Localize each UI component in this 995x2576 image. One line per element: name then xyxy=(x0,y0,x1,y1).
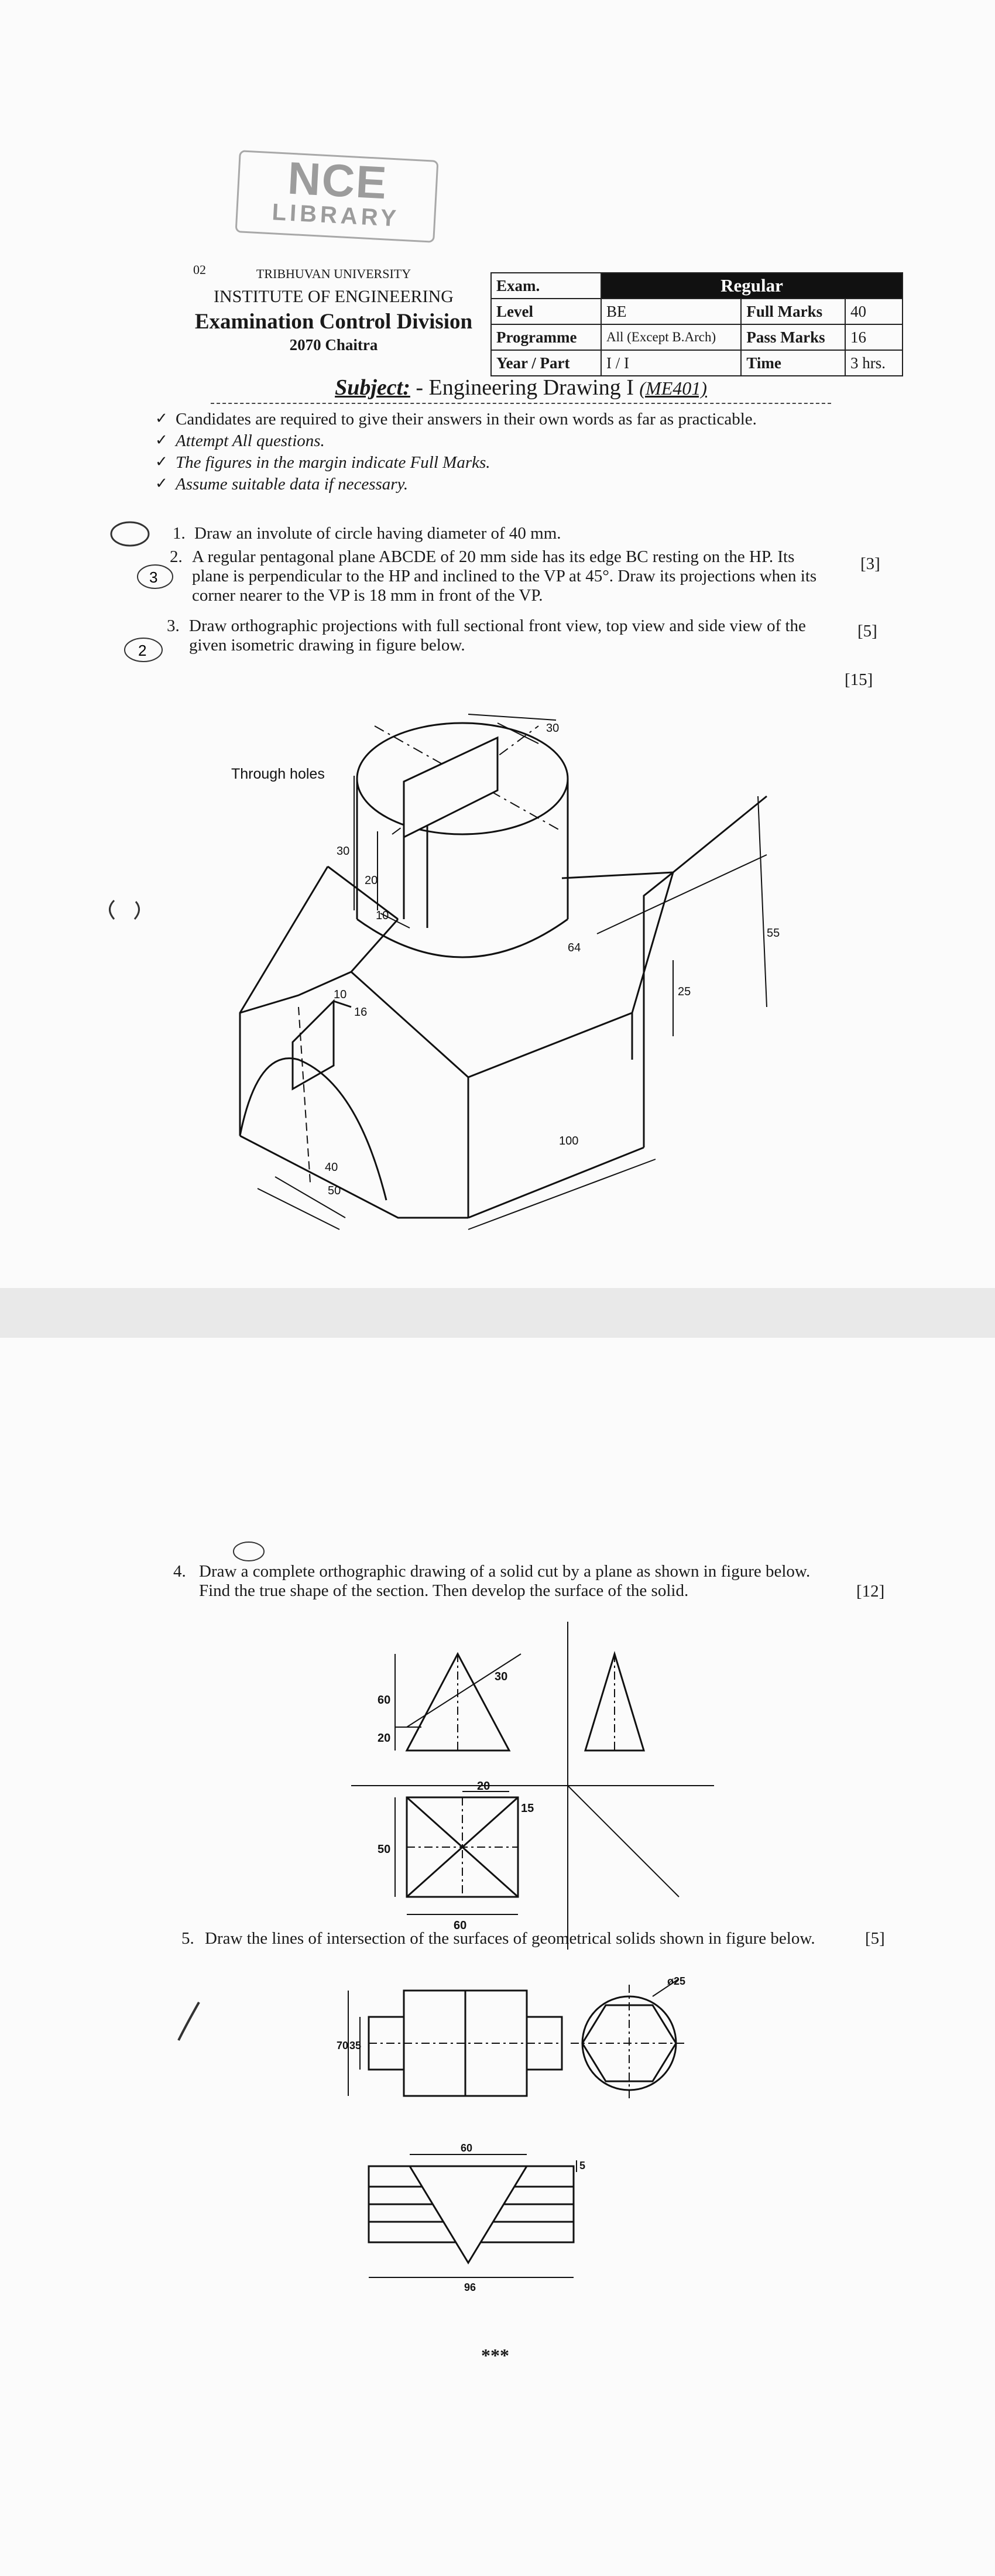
dim-label: 10 xyxy=(376,909,389,922)
front-view-cylinders xyxy=(348,1991,562,2096)
question-3-marks: [15] xyxy=(845,670,873,689)
dim-label: 30 xyxy=(337,845,350,858)
through-holes-note: Through holes xyxy=(231,766,325,782)
dim-label: 20 xyxy=(378,1732,391,1745)
level-label: Level xyxy=(491,299,601,324)
question-1-number: 1. xyxy=(173,524,186,543)
front-view xyxy=(395,1654,521,1751)
time-value: 3 hrs. xyxy=(845,350,903,376)
dim-label: 96 xyxy=(464,2282,476,2293)
bottom-view-triangle xyxy=(369,2154,577,2277)
full-marks-value: 40 xyxy=(845,299,903,324)
dim-label: 60 xyxy=(378,1694,391,1707)
side-view-hexagon xyxy=(571,1979,688,2102)
institute-name: INSTITUTE OF ENGINEERING xyxy=(214,287,454,306)
dim-label: 50 xyxy=(328,1184,341,1197)
exam-label: Exam. xyxy=(491,273,601,299)
intersection-figure xyxy=(337,1973,699,2301)
instruction-text: Attempt All questions. xyxy=(176,431,325,450)
instruction-text: The figures in the margin indicate Full Marks. xyxy=(176,453,490,472)
end-of-paper-mark: *** xyxy=(481,2345,509,2366)
dim-label: 20 xyxy=(365,874,378,887)
check-icon: ✓ xyxy=(155,475,168,492)
division-name: Examination Control Division xyxy=(194,310,473,334)
pass-marks-label: Pass Marks xyxy=(741,324,845,350)
dim-label: 64 xyxy=(568,941,581,954)
dim-label: 100 xyxy=(559,1135,579,1147)
dimension-labels xyxy=(325,722,780,1197)
university-name: TRIBHUVAN UNIVERSITY xyxy=(256,266,411,281)
full-marks-label: Full Marks xyxy=(741,299,845,324)
question-page-2 xyxy=(0,1338,995,2576)
question-3-number: 3. xyxy=(167,616,180,635)
handwritten-number: 2 xyxy=(138,642,147,659)
question-4-number: 4. xyxy=(173,1562,186,1581)
side-view xyxy=(585,1654,644,1751)
dim-label: 40 xyxy=(325,1161,338,1174)
handwritten-number: 3 xyxy=(149,568,158,586)
question-5-text: Draw the lines of intersection of the surfaces of geometrical solids shown in figure below. xyxy=(205,1929,815,1948)
programme-label: Programme xyxy=(491,324,601,350)
pyramid-section-figure xyxy=(351,1622,714,1950)
isometric-figure xyxy=(222,703,808,1265)
time-label: Time xyxy=(741,350,845,376)
check-icon: ✓ xyxy=(155,431,168,449)
subject-prefix: Subject: xyxy=(335,375,410,400)
stamp-text-main: NCE xyxy=(286,152,389,209)
dim-label: 25 xyxy=(678,985,691,998)
year-part-label: Year / Part xyxy=(491,350,601,376)
question-1-text: Draw an involute of circle having diameter of 40 mm. xyxy=(194,524,561,543)
level-value: BE xyxy=(601,299,741,324)
dim-label: 70 xyxy=(337,2040,349,2051)
dim-label: 55 xyxy=(767,927,780,940)
page-separator xyxy=(0,1288,995,1338)
cylinder-with-cutout xyxy=(357,723,568,957)
handwritten-circle xyxy=(111,522,149,546)
question-4-text: Draw a complete orthographic drawing of a solid cut by a plane as shown in figure below. Find the true shape of the section. Then develop the surface of the solid. xyxy=(199,1562,811,1600)
subject-title: - Engineering Drawing I xyxy=(416,375,634,400)
programme-value: All (Except B.Arch) xyxy=(601,324,741,350)
dim-label: 5 xyxy=(579,2160,586,2171)
stamp-text-sub: LIBRARY xyxy=(271,199,400,232)
question-5-marks: [5] xyxy=(865,1929,885,1948)
exam-code: 02 xyxy=(193,262,206,277)
dimension-labels xyxy=(337,1975,685,2293)
year-part-value: I / I xyxy=(601,350,741,376)
question-2-text: A regular pentagonal plane ABCDE of 20 mm side has its edge BC resting on the HP. Its plane is perpendicular to the HP and inclined to the VP at 45°. Draw its projections when its corner nearer to the VP is 18 mm in front of the VP. xyxy=(192,547,817,605)
dimension-lines xyxy=(258,714,767,1229)
dimension-labels xyxy=(378,1670,534,1932)
dim-label: 15 xyxy=(521,1802,534,1815)
subject-code: (ME401) xyxy=(639,378,707,399)
handwritten-bracket xyxy=(110,900,139,919)
top-view xyxy=(395,1791,518,1914)
check-icon: ✓ xyxy=(155,453,168,471)
dim-label: 30 xyxy=(546,722,560,735)
instruction-text: Candidates are required to give their answers in their own words as far as practicable. xyxy=(176,410,757,429)
dim-label: 50 xyxy=(378,1843,391,1856)
question-5-number: 5. xyxy=(181,1929,194,1948)
dim-label: 60 xyxy=(454,1919,467,1932)
dim-label: 30 xyxy=(495,1670,508,1683)
body-block xyxy=(240,796,767,1218)
question-2-number: 2. xyxy=(170,547,183,566)
dim-label: 16 xyxy=(354,1006,368,1019)
handwritten-stroke xyxy=(176,1999,211,2046)
question-2-marks: [5] xyxy=(857,622,877,640)
question-1-marks: [3] xyxy=(860,554,880,573)
exam-type: Regular xyxy=(601,273,903,299)
question-3-text: Draw orthographic projections with full sectional front view, top view and side view of the given isometric drawing in figure below. xyxy=(189,616,806,655)
pass-marks-value: 16 xyxy=(845,324,903,350)
dim-label: 20 xyxy=(477,1780,490,1793)
instruction-text: Assume suitable data if necessary. xyxy=(176,475,409,494)
dim-label: 35 xyxy=(349,2040,362,2051)
question-4-marks: [12] xyxy=(856,1582,885,1601)
dim-label: 60 xyxy=(461,2142,473,2154)
dim-label: ø25 xyxy=(667,1975,686,1987)
check-icon: ✓ xyxy=(155,410,168,427)
dim-label: 10 xyxy=(334,988,347,1001)
exam-session: 2070 Chaitra xyxy=(289,336,378,354)
